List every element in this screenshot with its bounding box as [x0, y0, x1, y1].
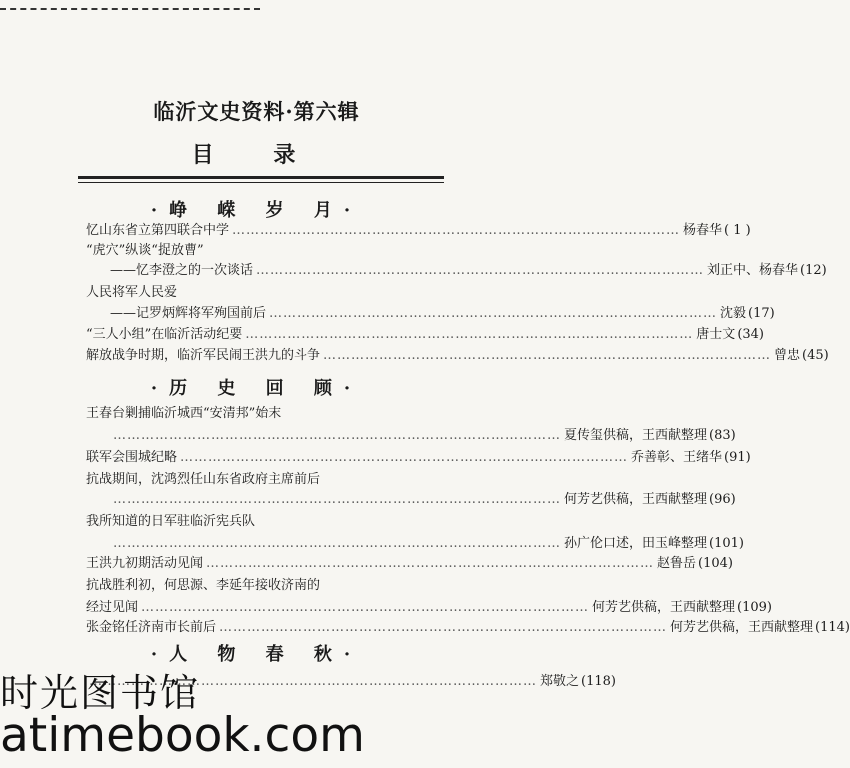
entry-page: (45): [802, 348, 829, 363]
section-heading-2: ·历 史 回 顾·: [150, 378, 363, 399]
entry-author: 曾忠: [774, 348, 801, 363]
leader-dots: ……………………………………………………………………………………: [113, 428, 561, 443]
entry-author: 何芳艺供稿，王西献整理: [564, 492, 708, 507]
entry-author: 孙广伦口述，田玉峰整理: [564, 536, 708, 551]
toc-entry-title-line[interactable]: 王春台剿捕临沂城西“安清邦”始末: [86, 406, 282, 421]
entry-title: 联军会围城纪略: [86, 450, 178, 465]
entry-author: 夏传玺供稿，王西献整理: [564, 428, 708, 443]
toc-entry[interactable]: [110, 534, 744, 553]
toc-entry-title-line[interactable]: “虎穴”纵谈“捉放曹”: [86, 243, 204, 258]
page-title: 临沂文史资料·第六辑: [153, 99, 360, 124]
toc-entry[interactable]: [86, 325, 764, 344]
entry-title: 解放战争时期，临沂军民闹王洪九的斗争: [86, 348, 321, 363]
toc-entry[interactable]: [86, 221, 751, 240]
leader-dots: ……………………………………………………………………………………: [113, 492, 561, 507]
entry-title: 王洪九初期活动见闻: [86, 556, 204, 571]
leader-dots: ……………………………………………………………………………………: [206, 556, 655, 571]
entry-page: (114): [815, 620, 850, 635]
leader-dots: ……………………………………………………………………………………: [256, 263, 705, 278]
entry-page: (101): [709, 536, 744, 551]
leader-dots: ……………………………………………………………………………………: [219, 620, 668, 635]
watermark-text-cn: 时光图书馆: [0, 671, 201, 715]
leader-dots: ……………………………………………………………………………………: [232, 223, 681, 238]
leader-dots: ……………………………………………………………………………………: [323, 348, 772, 363]
toc-entry[interactable]: [110, 426, 736, 445]
entry-page: (109): [737, 600, 772, 615]
toc-entry-title-line[interactable]: 抗战胜利初，何思源、李延年接收济南的: [86, 578, 321, 593]
toc-entry[interactable]: [86, 598, 772, 617]
entry-author: 郑敬之: [540, 674, 580, 689]
entry-title: 经过见闻: [86, 600, 139, 615]
entry-page: ( 1 ): [724, 223, 751, 238]
entry-author: 沈毅: [720, 306, 747, 321]
entry-page: (12): [800, 263, 827, 278]
entry-title: 忆山东省立第四联合中学: [86, 223, 230, 238]
entry-page: (118): [581, 674, 616, 689]
toc-entry[interactable]: [86, 346, 829, 365]
toc-entry[interactable]: [110, 261, 827, 280]
section-heading-3: ·人 物 春 秋·: [150, 644, 363, 665]
toc-entry[interactable]: [110, 304, 775, 323]
toc-entry[interactable]: [110, 490, 736, 509]
entry-subtitle: ——记罗炳辉将军殉国前后: [110, 306, 267, 321]
toc-entry-title-line[interactable]: 抗战期间，沈鸿烈任山东省政府主席前后: [86, 472, 321, 487]
leader-dots: ……………………………………………………………………………………: [89, 674, 537, 689]
entry-author: 何芳艺供稿，王西献整理: [592, 600, 736, 615]
entry-page: (96): [709, 492, 736, 507]
toc-entry-title-line[interactable]: 人民将军人民爱: [86, 285, 178, 300]
heading-rule-thin: [78, 182, 444, 183]
section-heading-1: ·峥 嵘 岁 月·: [150, 200, 363, 221]
leader-dots: ……………………………………………………………………………………: [141, 600, 590, 615]
entry-subtitle: ——忆李澄之的一次谈话: [110, 263, 254, 278]
toc-entry[interactable]: [86, 618, 850, 637]
entry-page: (34): [737, 327, 764, 342]
top-dashed-border: [0, 8, 260, 10]
entry-author: 何芳艺供稿，王西献整理: [670, 620, 814, 635]
entry-author: 刘正中、杨春华: [707, 263, 799, 278]
heading-rule-thick: [78, 176, 444, 179]
entry-title: “三人小组”在临沂活动纪要: [86, 327, 243, 342]
toc-entry[interactable]: [86, 554, 733, 573]
entry-page: (104): [698, 556, 733, 571]
entry-page: (17): [748, 306, 775, 321]
entry-author: 唐士文: [696, 327, 736, 342]
entry-author: 杨春华: [683, 223, 723, 238]
entry-page: (91): [724, 450, 751, 465]
entry-author: 乔善彰、王绪华: [631, 450, 723, 465]
entry-title: 张金铭任济南市长前后: [86, 620, 217, 635]
watermark-text-url: atimebook.com: [0, 708, 365, 763]
leader-dots: ……………………………………………………………………………………: [245, 327, 694, 342]
leader-dots: ……………………………………………………………………………………: [269, 306, 718, 321]
toc-heading: 目 录: [191, 142, 322, 168]
leader-dots: ……………………………………………………………………………………: [113, 536, 561, 551]
toc-entry[interactable]: [86, 448, 751, 467]
leader-dots: ……………………………………………………………………………………: [180, 450, 629, 465]
entry-author: 赵鲁岳: [657, 556, 697, 571]
entry-page: (83): [709, 428, 736, 443]
toc-entry-title-line[interactable]: 我所知道的日军驻临沂宪兵队: [86, 514, 256, 529]
